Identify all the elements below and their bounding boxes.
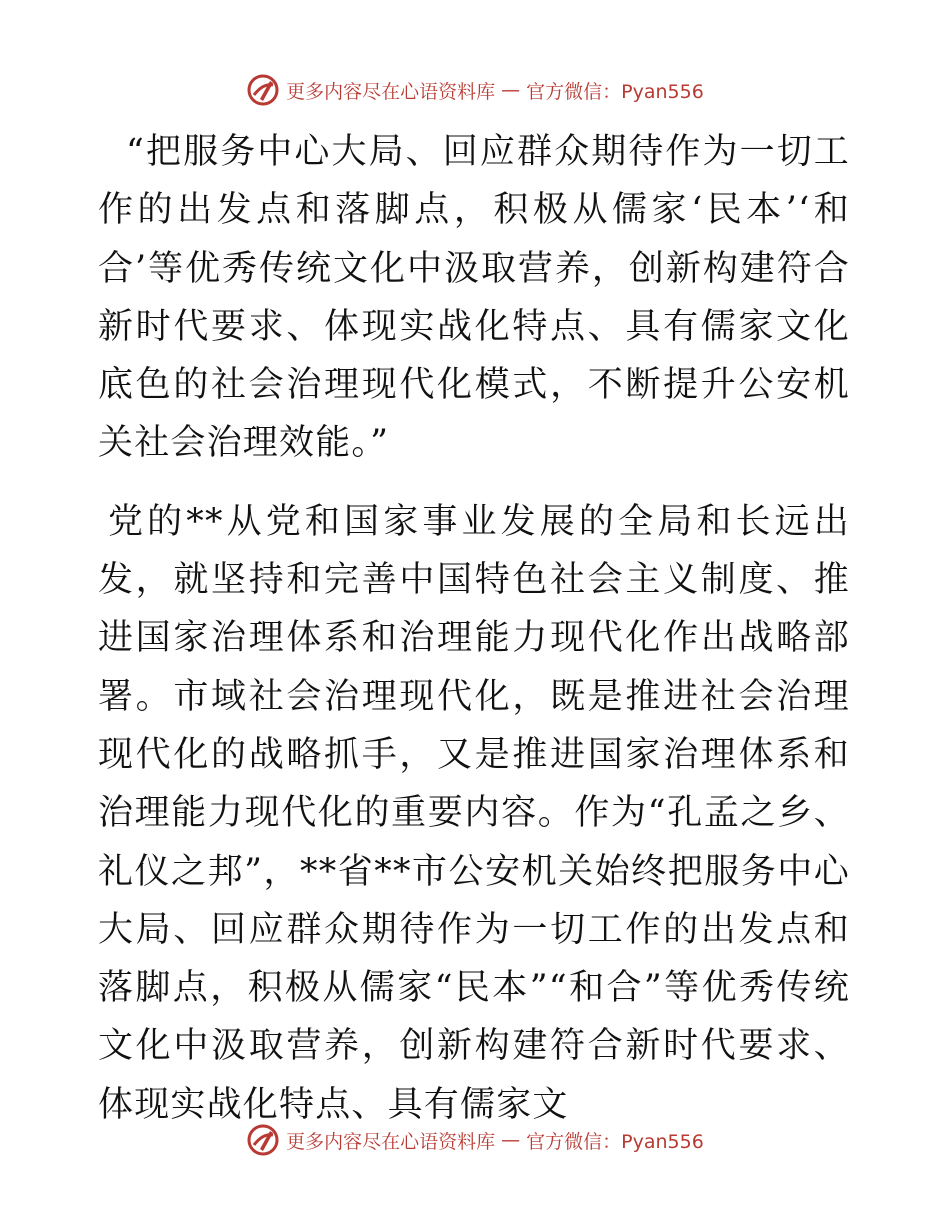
banner-text: 更多内容尽在心语资料库 [286,80,496,103]
paragraph-quote: “把服务中心大局、回应群众期待作为一切工作的出发点和落脚点，积极从儒家‘民本’‘和合’等优秀传统文化中汲取营养，创新构建符合新时代要求、体现实战化特点、具有儒家文化底色的社会治理现代化模式，不断提升公安机关社会治理效能。” [98,132,850,464]
banner-separator: — [501,79,521,101]
book-pen-logo-icon [246,73,280,107]
paragraph-main: 党的**从党和国家事业发展的全局和长远出发，就坚持和完善中国特色社会主义制度、推进国家治理体系和治理能力现代化作出战略部署。市域社会治理现代化，既是推进社会治理现代化的战略抓手，又是推进国家治理体系和治理能力现代化的重要内容。作为“孔孟之乡、礼仪之邦”，**省**市公安机关始终把服务中心大局、回应群众期待作为一切工作的出发点和落脚点，积极从儒家“民本”“和合”等优秀传统文化中汲取营养，创新构建符合新时代要求、体现实战化特点、具有儒家文 [98,501,850,1125]
banner-wechat: 官方微信：Pyan556 [526,80,704,103]
banner-wechat: 官方微信：Pyan556 [526,1130,704,1153]
book-pen-logo-icon [246,1123,280,1157]
document-body [98,123,850,1134]
banner-text: 更多内容尽在心语资料库 [286,1130,496,1153]
header-banner [0,70,950,110]
banner-separator: — [501,1129,521,1151]
footer-banner [0,1120,950,1160]
